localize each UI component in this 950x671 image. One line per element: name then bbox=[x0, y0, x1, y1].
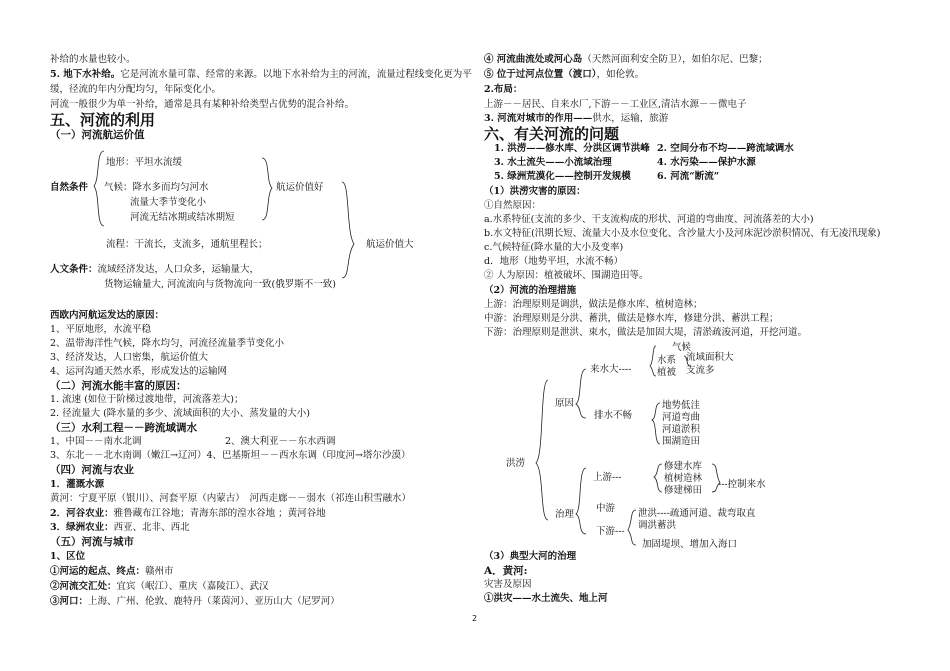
western-europe-item-3: 3、经济发达，人口密集，航运价值大 bbox=[50, 352, 209, 363]
hydropower-1: 1. 流速 (如位于阶梯过渡地带，河流落差大)； bbox=[50, 394, 244, 405]
diagram-plant: 植树造林 bbox=[664, 473, 703, 484]
diagram-manage: 治理 bbox=[555, 509, 575, 520]
nav-good-value: 航运价值好 bbox=[276, 182, 324, 193]
bracket-upper-right bbox=[712, 464, 720, 492]
problem-3: 3. 水土流失——小流域治理 bbox=[494, 157, 612, 168]
city-item-2-text: 宜宾（岷江）、重庆（嘉陵江）、武汉 bbox=[116, 581, 269, 592]
bracket-upper bbox=[654, 464, 662, 492]
diagram-reservoir: 修建水库 bbox=[664, 461, 703, 472]
diagram-big-water: 来水大---- bbox=[590, 364, 632, 375]
heading-agriculture: （四）河流与农业 bbox=[50, 464, 134, 476]
groundwater-title: 5. 地下水补给。 bbox=[50, 69, 121, 80]
diagram-lower: 下游--- bbox=[596, 526, 625, 537]
flood-natural-a: a.水系特征(支流的多少、干支流构成的形状、河道的弯曲度、河流落差的大小) bbox=[484, 214, 814, 225]
diagram-bend: 河道弯曲 bbox=[662, 412, 701, 423]
bracket-manage bbox=[576, 468, 586, 534]
hydropower-2: 2. 径流量大 (降水量的多少、流域面积的大小、蒸发量的大小) bbox=[50, 408, 311, 419]
water-transfer-3: 3、东北－－北水南调（嫩江→辽河）4、巴基斯坦－－西水东调（印度河→塔尔沙漠） bbox=[50, 450, 411, 461]
nav-human-1-end: ， bbox=[249, 264, 260, 275]
diagram-reclaim: 围湖造田 bbox=[662, 436, 701, 447]
flood-human: ② 人为原因：植被破坏、围湖造田等。 bbox=[484, 270, 649, 281]
diagram-levee: 加固堤坝、增加入海口 bbox=[642, 539, 738, 550]
city-item-3-text: 上海、广州、伦敦、鹿特丹（莱茵河）、亚历山大（尼罗河） bbox=[88, 596, 340, 607]
problem-6: 6. 河流“断流” bbox=[657, 171, 720, 182]
problem-4: 4. 水污染——保护水源 bbox=[657, 157, 756, 168]
measure-middle-label: 中游： bbox=[484, 313, 513, 324]
heading-hydropower: （二）河流水能丰富的原因： bbox=[50, 380, 187, 392]
city-item-4-title: ④ 河流曲流处或河心岛 bbox=[484, 54, 583, 65]
heading-measures: （2）河流的治理措施 bbox=[484, 285, 577, 296]
flood-natural-b: b.水文特征(汛期长短、流量大小及水位变化、含沙量大小及河床泥沙淤积情况、有无凌汛现象) bbox=[484, 228, 881, 239]
agri-irrigation-text: 黄河：宁夏平原（银川）、河套平原（内蒙古） 河西走廊－－弱水（祁连山积雪融水） bbox=[50, 493, 412, 504]
diagram-system: 水系 bbox=[657, 355, 677, 366]
diagram-area: 流域面积大 bbox=[686, 352, 734, 363]
city-item-3-title: ③河口： bbox=[50, 596, 89, 607]
western-europe-item-2: 2、温带海洋性气候，降水均匀，河流径流量季节变化小 bbox=[50, 338, 285, 349]
nav-course: 流程：干流长，支流多，通航里程长； bbox=[106, 239, 268, 250]
water-transfer-2: 2、澳大利亚－－东水西调 bbox=[225, 436, 336, 447]
flood-natural: ①自然原因： bbox=[484, 200, 542, 211]
western-europe-item-4: 4、运河沟通天然水系，形成发达的运输网 bbox=[50, 366, 228, 377]
city-location-title: 1、区位 bbox=[50, 551, 86, 562]
measure-middle-text: 治理原则是分洪、蓄洪，做法是修水库，修建分洪、蓄洪工程； bbox=[512, 313, 779, 324]
diagram-low: 地势低洼 bbox=[662, 400, 701, 411]
measure-lower-text: 治理原则是泄洪、束水，做法是加固大堤，清淤疏浚河道，开挖河道。 bbox=[512, 327, 808, 338]
text-mixed-supply: 河流一般很少为单一补给，通常是具有某种补给类型占优势的混合补给。 bbox=[50, 99, 355, 110]
bracket-drain bbox=[652, 403, 660, 444]
yellow-river-title: A．黄河: bbox=[484, 565, 528, 577]
diagram-poor-drain: 排水不畅 bbox=[594, 410, 633, 421]
city-item-2-title: ②河流交汇处： bbox=[50, 581, 117, 592]
city-item-5-text: ，如伦敦。 bbox=[596, 69, 645, 80]
groundwater-text: 它是河流水量可靠、经常的来源。以地下水补给为主的河流，流量过程线变化更为平 bbox=[120, 69, 472, 80]
diagram-cause: 原因 bbox=[555, 398, 575, 409]
agri-oasis-title: 3．绿洲农业： bbox=[50, 522, 114, 533]
text-supply-small: 补给的水量也较小。 bbox=[50, 54, 136, 65]
yellow-disaster: 灾害及原因 bbox=[484, 579, 532, 590]
heading-typical-rivers: （3）典型大河的治理 bbox=[484, 551, 577, 562]
nav-climate-2: 流量大季节变化小 bbox=[130, 197, 207, 208]
heading-river-problems: 六、有关河流的问题 bbox=[484, 125, 620, 143]
agri-oasis-text: 西亚、北非、西北 bbox=[113, 522, 190, 533]
bracket-flood bbox=[536, 380, 548, 520]
problem-1: 1. 洪涝——修水库、分洪区调节洪峰 bbox=[494, 143, 650, 154]
nav-terrain: 地形：平坦水流缓 bbox=[106, 157, 183, 168]
diagram-flood: 洪涝 bbox=[506, 458, 526, 469]
page-number: 2 bbox=[472, 614, 478, 623]
diagram-store: 调洪蓄洪 bbox=[638, 520, 677, 531]
city-role-title: 3. 河流对城市的作用—— bbox=[484, 113, 593, 124]
nav-great-value: 航运价值大 bbox=[366, 239, 414, 250]
nav-climate-1: 气候：降水多而均匀河水 bbox=[104, 182, 209, 193]
bracket-lower bbox=[628, 510, 636, 545]
flood-natural-c: c.气候特征(降水量的大小及变率) bbox=[484, 242, 624, 253]
city-layout-text: 上游－－居民、自来水厂,下游－－工业区,清洁水源－－微电子 bbox=[484, 99, 747, 110]
agri-valley-text: 雅鲁藏布江谷地；青海东部的湟水谷地 ；黄河谷地 bbox=[113, 508, 326, 519]
diagram-vegetation: 植被 bbox=[657, 367, 677, 378]
city-item-5-title: ⑤ 位于过河点位置（渡口） bbox=[484, 69, 597, 80]
diagram-terrace: 修建梯田 bbox=[664, 485, 703, 496]
text-groundwater-cont: 缓，径流的年内分配均匀，年际变化小。 bbox=[50, 84, 222, 95]
diagram-flow: 泄洪----疏通河道、裁弯取直 bbox=[638, 508, 756, 519]
heading-flood-causes: （1）洪涝灾害的原因： bbox=[484, 186, 586, 197]
city-role-text: 供水，运输，旅游 bbox=[592, 113, 669, 124]
bracket-big-water bbox=[650, 346, 656, 376]
diagram-middle: 中游 bbox=[596, 503, 616, 514]
nav-natural-label: 自然条件 bbox=[50, 182, 89, 193]
yellow-flood: ①洪灾——水土流失、地上河 bbox=[484, 593, 608, 604]
bracket-area bbox=[684, 356, 690, 366]
heading-river-use: 五、河流的利用 bbox=[50, 111, 156, 129]
nav-climate-3: 河流无结冰期或结冰期短 bbox=[130, 212, 235, 223]
agri-valley-title: 2．河谷农业： bbox=[50, 508, 114, 519]
city-item-1-text: 赣州市 bbox=[145, 566, 174, 577]
nav-human-2: 货物运输量大, 河流流向与货物流向一致(俄罗斯不一致) bbox=[104, 279, 336, 290]
city-layout-title: 2.布局： bbox=[484, 84, 523, 95]
agri-irrigation-title: 1．灌溉水源 bbox=[50, 479, 105, 490]
diagram-tributary: 支流多 bbox=[686, 365, 715, 376]
heading-navigation: （一）河流航运价值 bbox=[50, 129, 145, 141]
city-item-4-text: （天然河面利安全防卫），如伯尔尼、巴黎； bbox=[582, 54, 768, 65]
flood-natural-d: d．地形（地势平坦，水流不畅） bbox=[484, 256, 624, 267]
diagram-climate: 气候 bbox=[672, 342, 692, 353]
problem-5: 5. 绿洲荒漠化——控制开发规模 bbox=[494, 171, 631, 182]
water-transfer-1: 1、中国－－南水北调 bbox=[50, 436, 142, 447]
problem-2: 2. 空间分布不均——跨流域调水 bbox=[657, 143, 794, 154]
bracket-cause bbox=[576, 369, 586, 418]
diagram-upper: 上游--- bbox=[593, 472, 622, 483]
measure-lower-label: 下游： bbox=[484, 327, 513, 338]
heading-city: （五）河流与城市 bbox=[50, 536, 134, 548]
heading-water-transfer: （三）水利工程－－跨流域调水 bbox=[50, 422, 197, 434]
diagram-control: ---控制来水 bbox=[718, 479, 766, 490]
western-europe-title: 西欧内河航运发达的原因： bbox=[50, 310, 165, 321]
measure-upper-label: 上游： bbox=[484, 299, 513, 310]
diagram-silt: 河道淤积 bbox=[662, 424, 701, 435]
nav-human-1: 流域经济发达，人口众多，运输量大 bbox=[97, 264, 250, 275]
city-item-1-title: ①河运的起点、终点： bbox=[50, 566, 146, 577]
western-europe-item-1: 1、平原地形，水流平稳 bbox=[50, 324, 152, 335]
nav-human-label: 人文条件： bbox=[50, 264, 98, 275]
measure-upper-text: 治理原则是调洪，做法是修水库、植树造林； bbox=[512, 299, 703, 310]
